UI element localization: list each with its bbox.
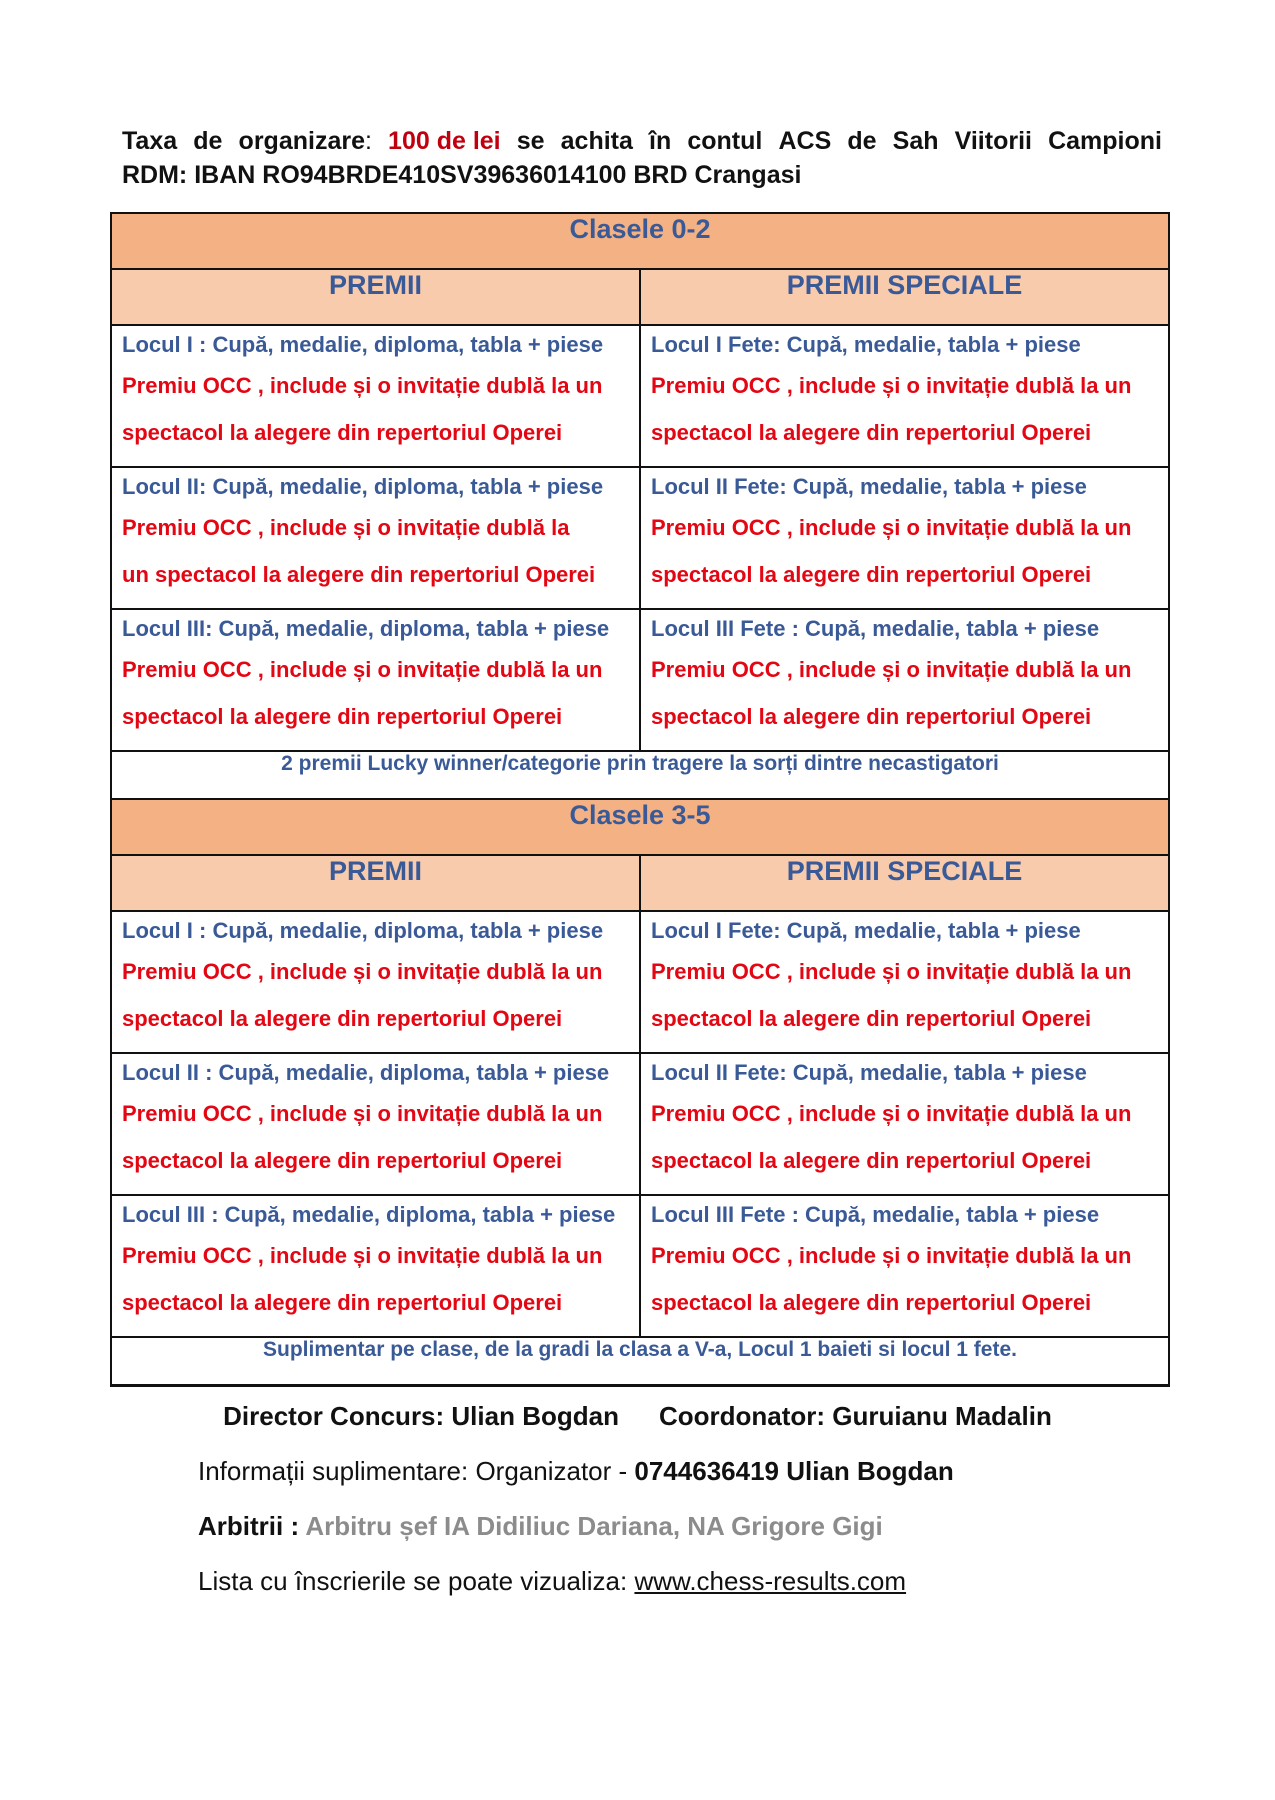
occ-prize-text [651,1232,1168,1326]
occ-line: spectacol la alegere din repertoriul Operei [122,1006,563,1031]
occ-line: Premiu OCC , include și o invitație dublă la un [651,373,1132,398]
occ-prize-text [651,362,1168,456]
occ-line: Premiu OCC , include și o invitație dublă la un [122,657,603,682]
section-title: Clasele 0-2 [111,213,1169,269]
arbiters-label: Arbitrii : [198,1511,306,1541]
special-prize-cell [640,609,1169,751]
prize-title: Locul III: Cupă, medalie, diploma, tabla + piese [122,616,610,641]
prize-title: Locul I : Cupă, medalie, diploma, tabla + piese [122,332,604,357]
special-prize-cell [640,467,1169,609]
occ-prize-text [122,1232,639,1326]
prizes-table [110,212,1170,1387]
info-label: Informații suplimentare: Organizator - [198,1456,635,1486]
prize-row [111,325,1169,467]
prize-title: Locul I Fete: Cupă, medalie, tabla + piese [651,918,1081,943]
occ-line: spectacol la alegere din repertoriul Operei [651,704,1092,729]
prize-title: Locul II Fete: Cupă, medalie, tabla + piese [651,1060,1087,1085]
occ-prize-text [651,1090,1168,1184]
occ-line: spectacol la alegere din repertoriul Operei [122,420,563,445]
column-header-row [111,269,1169,325]
occ-line: Premiu OCC , include și o invitație dublă la un [651,959,1132,984]
prize-cell [111,1053,640,1195]
prize-title: Locul III Fete : Cupă, medalie, tabla + piese [651,1202,1100,1227]
occ-prize-text [122,362,639,456]
occ-prize-text [122,504,639,598]
column-header-prizes: PREMII [111,269,640,325]
occ-line: spectacol la alegere din repertoriul Operei [651,420,1092,445]
occ-line: Premiu OCC , include și o invitație dublă la un [122,1101,603,1126]
prize-cell [111,325,640,467]
arbiters-names: Arbitru șef IA Didiliuc Dariana, NA Grigore Gigi [305,1511,883,1541]
special-prize-cell [640,1053,1169,1195]
organizing-fee-notice [122,124,1162,192]
occ-line: Premiu OCC , include și o invitație dublă la un [651,515,1132,540]
prize-row [111,609,1169,751]
section-title: Clasele 3-5 [111,799,1169,855]
occ-prize-text [651,504,1168,598]
chess-results-link[interactable]: www.chess-results.com [634,1566,907,1596]
occ-line: spectacol la alegere din repertoriul Operei [122,1290,563,1315]
occ-line: spectacol la alegere din repertoriul Operei [122,704,563,729]
section-header-row [111,799,1169,855]
occ-prize-text [651,948,1168,1042]
additional-info [198,1456,1275,1487]
special-prize-cell [640,911,1169,1053]
word: Sah [892,127,939,155]
occ-prize-text [122,646,639,740]
prize-title: Locul I : Cupă, medalie, diploma, tabla + piese [122,918,604,943]
prize-cell [111,911,640,1053]
fee-amount: 100 de lei [388,127,501,155]
competition-director: Director Concurs: Ulian Bogdan [223,1401,619,1431]
organizer-contact: 0744636419 Ulian Bogdan [634,1456,954,1486]
occ-line: spectacol la alegere din repertoriul Operei [651,1006,1092,1031]
prize-row [111,1053,1169,1195]
occ-prize-text [651,646,1168,740]
arbiters-line [198,1511,1275,1542]
prize-cell [111,609,640,751]
occ-prize-text [122,1090,639,1184]
occ-line: un spectacol la alegere din repertoriul Operei [122,562,596,587]
prize-title: Locul II Fete: Cupă, medalie, tabla + piese [651,474,1087,499]
prize-title: Locul II : Cupă, medalie, diploma, tabla + piese [122,1060,610,1085]
prize-title: Locul I Fete: Cupă, medalie, tabla + piese [651,332,1081,357]
column-header-special-prizes: PREMII SPECIALE [640,855,1169,911]
word: Campioni [1048,127,1162,155]
occ-line: Premiu OCC , include și o invitație dublă la un [651,657,1132,682]
word: Taxa [122,127,178,155]
staff-line [0,1401,1275,1432]
section-note-row [111,1337,1169,1386]
occ-line: spectacol la alegere din repertoriul Operei [651,1148,1092,1173]
special-prize-cell [640,325,1169,467]
prize-row [111,1195,1169,1337]
prize-cell [111,467,640,609]
occ-line: Premiu OCC , include și o invitație dublă la [122,515,570,540]
prize-cell [111,1195,640,1337]
occ-prize-text [122,948,639,1042]
word: Viitorii [954,127,1032,155]
coordinator: Coordonator: Guruianu Madalin [658,1401,1052,1431]
word: se [516,127,545,155]
word: de [193,127,223,155]
section-header-row [111,213,1169,269]
registration-list-line [198,1566,1275,1597]
word: contul [687,127,763,155]
prize-row [111,467,1169,609]
column-header-prizes: PREMII [111,855,640,911]
word: în [649,127,672,155]
section-note-row [111,751,1169,799]
word: de [847,127,877,155]
special-prize-cell [640,1195,1169,1337]
occ-line: Premiu OCC , include și o invitație dublă la un [122,959,603,984]
iban-line: RDM: IBAN RO94BRDE410SV39636014100 BRD Crangasi [122,161,802,189]
column-header-row [111,855,1169,911]
word: achita [560,127,633,155]
prize-title: Locul III Fete : Cupă, medalie, tabla + piese [651,616,1100,641]
occ-line: Premiu OCC , include și o invitație dublă la un [122,1243,603,1268]
word: ACS [778,127,832,155]
occ-line: Premiu OCC , include și o invitație dublă la un [122,373,603,398]
column-header-special-prizes: PREMII SPECIALE [640,269,1169,325]
occ-line: spectacol la alegere din repertoriul Operei [651,1290,1092,1315]
prize-row [111,911,1169,1053]
occ-line: spectacol la alegere din repertoriul Operei [122,1148,563,1173]
fee-line-1 [122,124,1162,158]
list-label: Lista cu înscrierile se poate vizualiza: [198,1566,635,1596]
prize-title: Locul III : Cupă, medalie, diploma, tabla + piese [122,1202,616,1227]
fee-label: organizare: [238,127,372,155]
occ-line: Premiu OCC , include și o invitație dublă la un [651,1101,1132,1126]
section-note: Suplimentar pe clase, de la gradi la clasa a V-a, Locul 1 baieti si locul 1 fete. [111,1337,1169,1386]
section-note: 2 premii Lucky winner/categorie prin tragere la sorți dintre necastigatori [111,751,1169,799]
occ-line: spectacol la alegere din repertoriul Operei [651,562,1092,587]
occ-line: Premiu OCC , include și o invitație dublă la un [651,1243,1132,1268]
prize-title: Locul II: Cupă, medalie, diploma, tabla + piese [122,474,604,499]
